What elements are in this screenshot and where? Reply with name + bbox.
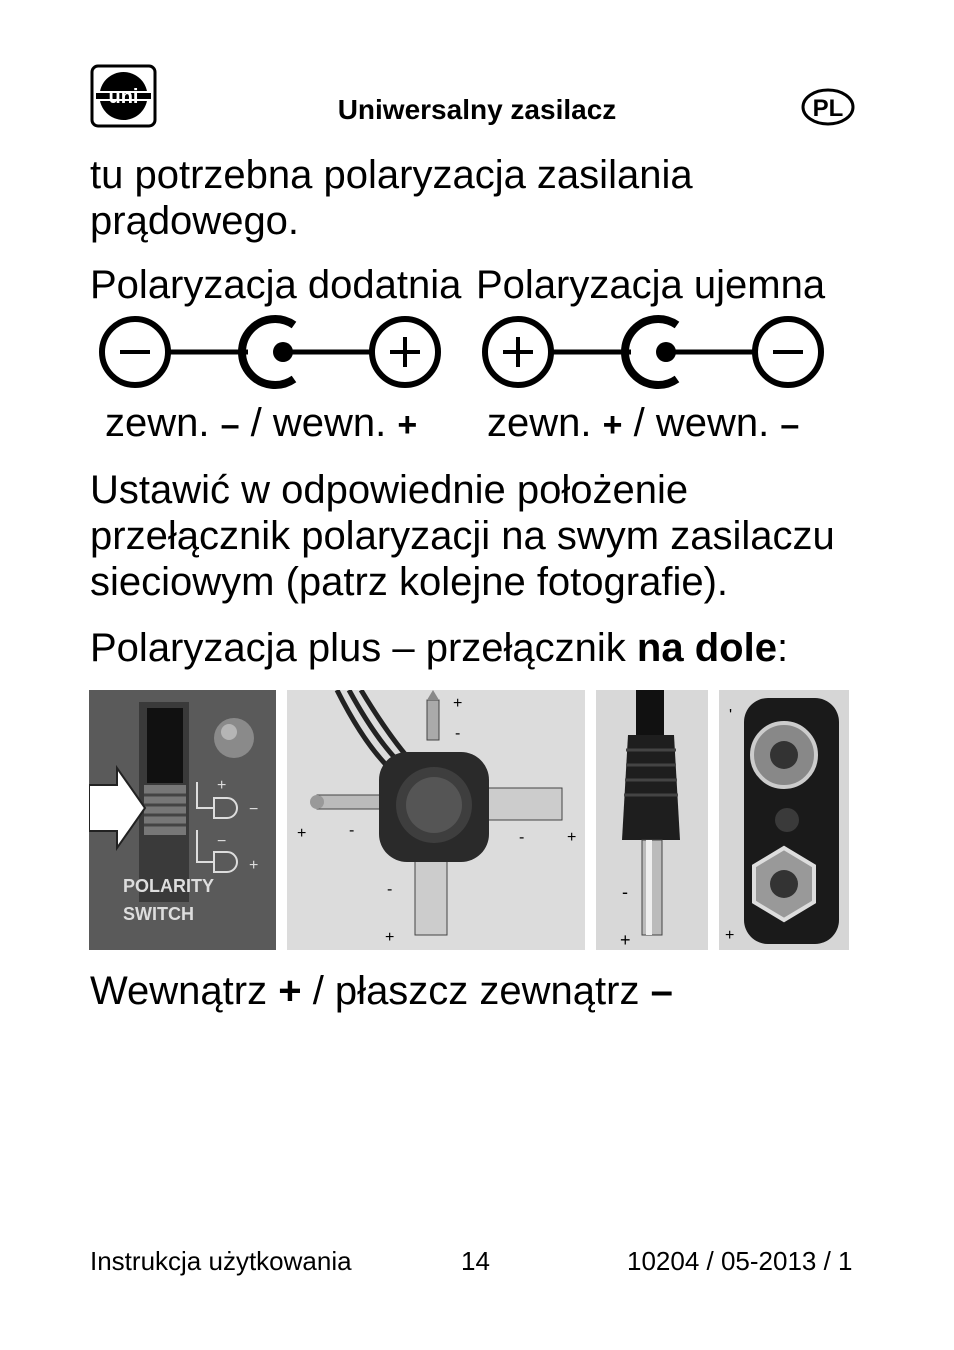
result-line: Wewnątrz + / płaszcz zewnątrz – [90, 969, 673, 1013]
plus-sign: + [397, 406, 418, 444]
svg-text:+: + [385, 929, 395, 946]
instruction-paragraph [90, 467, 835, 605]
positive-polarity-diagram [98, 310, 443, 399]
plug-adapter-photo [287, 690, 585, 950]
svg-text:+: + [725, 927, 735, 944]
language-code: PL [812, 95, 844, 122]
plus-sign: + [602, 406, 623, 444]
svg-text:': ' [729, 707, 733, 724]
instruction-line-2: przełącznik polaryzacji na swym zasilaczu [90, 514, 835, 558]
svg-text:-: - [349, 822, 355, 839]
negative-polarity-diagram [481, 310, 826, 399]
minus-sign: – [650, 969, 673, 1013]
footer-doc-id: 10204 / 05-2013 / 1 [627, 1246, 853, 1276]
language-badge [801, 88, 855, 126]
svg-text:+: + [297, 825, 307, 842]
svg-text:−: − [217, 833, 227, 850]
svg-text:-: - [387, 881, 393, 898]
svg-text:+: + [217, 777, 227, 794]
minus-sign: – [780, 406, 800, 444]
svg-text:+: + [620, 930, 631, 950]
svg-text:+: + [249, 857, 259, 874]
svg-text:-: - [622, 882, 628, 902]
plus-polarity-heading: Polaryzacja plus – przełącznik na dole: [90, 626, 789, 670]
minus-sign: – [220, 406, 240, 444]
instruction-line-1: Ustawić w odpowiednie położenie [90, 468, 689, 512]
svg-text:+: + [453, 695, 463, 712]
switch-position: na dole [636, 626, 777, 670]
negative-polarity-caption: zewn. + / wewn. – [487, 401, 800, 445]
negative-polarity-label: Polaryzacja ujemna [476, 263, 826, 307]
logo-text: uni [108, 86, 139, 108]
switch-label-2: SWITCH [123, 904, 194, 924]
header-title: Uniwersalny zasilacz [337, 94, 617, 125]
svg-text:+: + [567, 829, 577, 846]
intro-paragraph [90, 152, 693, 244]
svg-text:−: − [249, 801, 259, 818]
intro-line-1: tu potrzebna polaryzacja zasilania [90, 153, 693, 197]
plus-sign: + [278, 969, 302, 1013]
page-number: 14 [461, 1246, 490, 1276]
barrel-plug-photo [596, 690, 708, 950]
instruction-line-3: sieciowym (patrz kolejne fotografie). [90, 560, 729, 604]
polarity-switch-photo [89, 690, 276, 950]
positive-polarity-caption: zewn. – / wewn. + [105, 401, 418, 445]
footer-doc-title: Instrukcja użytkowania [90, 1246, 352, 1276]
positive-polarity-label: Polaryzacja dodatnia [90, 263, 462, 307]
svg-text:-: - [455, 725, 461, 742]
svg-text:-: - [519, 829, 525, 846]
switch-label-1: POLARITY [123, 876, 215, 896]
intro-line-2: prądowego. [90, 199, 300, 243]
battery-clip-photo [719, 690, 849, 950]
